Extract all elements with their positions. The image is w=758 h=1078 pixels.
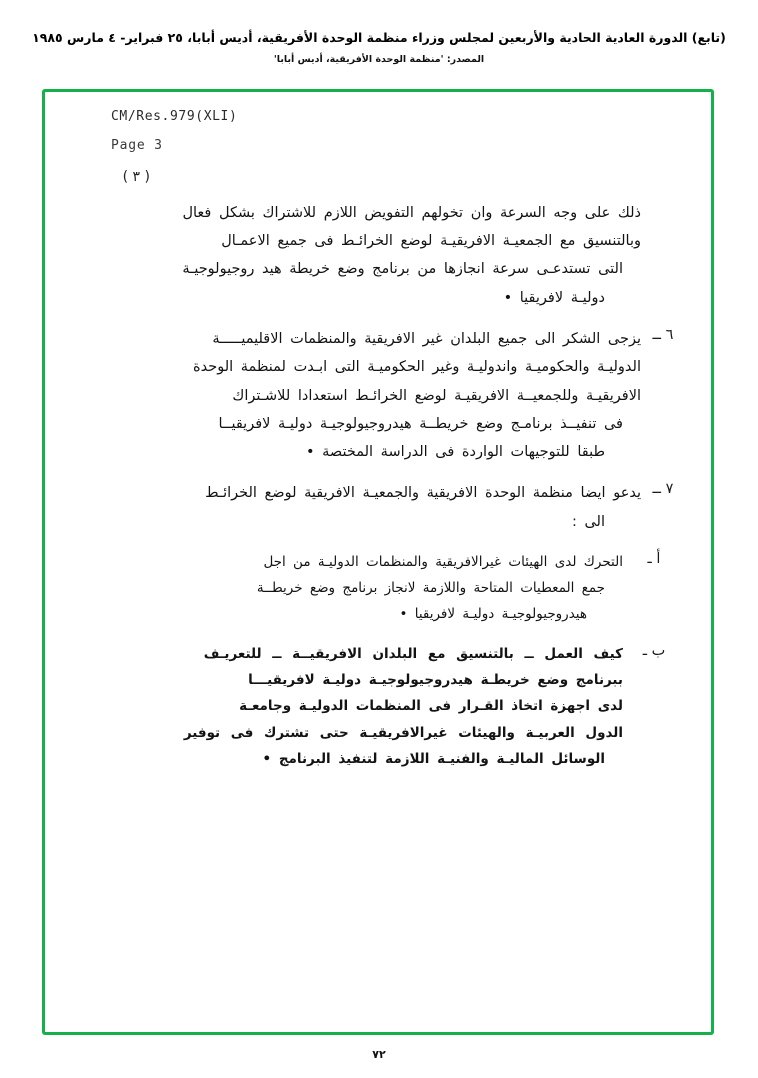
text-line: الدوليـة والحكوميـة واندوليـة وغير الحكوميـة التى ابـدت لمنظمة الوحدة — [193, 359, 641, 376]
paragraph-lines — [71, 641, 623, 773]
paragraph-lines — [71, 199, 641, 312]
source-note: المصدر: 'منظمة الوحدة الأفريقية، أديس أبابا' — [273, 53, 485, 65]
text-line: ببرنامج وضع خريطـة هيدروجيولوجيـة دوليـة لافريقيـــا — [248, 672, 623, 689]
text-line: الافريقيـة وللجمعيــة الافريقيـة لوضع الخرائـط استعدادا للاشـتراك — [232, 387, 641, 404]
paragraph-marker: ب ـ — [642, 642, 666, 659]
text-line: لدى اجهزة اتخاذ القـرار فى المنظمات الدوليـة وجامعـة — [239, 698, 623, 715]
document-frame — [42, 89, 714, 1035]
document-page — [45, 92, 711, 1032]
text-line: ذلك على وجه السرعة وان تخولهم التفويض اللازم للاشتراك بشكل فعال — [182, 204, 641, 221]
text-line: دوليـة لافريقيا • — [503, 289, 605, 306]
document-code: CM/Res.979(XLI) — [111, 109, 238, 124]
text-line: كيف العمل ــ بالتنسيق مع البلدان الافريقيــة ــ للتعريـف — [203, 645, 623, 662]
conference-heading: (تابع) الدورة العادية الحادية والأربعين لمجلس وزراء منظمة الوحدة الأفريقية، أديس أبابا، ٢٥ فبراير- ٤ مارس ١٩٨٥ — [32, 30, 726, 45]
paragraph-marker — [641, 199, 685, 201]
text-line: التى تستدعـى سرعة انجازها من برنامج وضع خريطة هيد روجيولوجيـة — [182, 261, 623, 278]
paragraph-marker: ٦ ــ — [652, 327, 674, 343]
paragraph-lines — [71, 325, 641, 466]
text-line: يدعو ايضا منظمة الوحدة الافريقية والجمعيـة الافريقية لوضع الخرائـط — [205, 485, 641, 502]
paragraph — [71, 549, 685, 628]
paragraph-marker: ٧ ــ — [652, 481, 674, 498]
text-line: الى : — [571, 513, 605, 530]
text-line: طبقا للتوجيهات الواردة فى الدراسة المختصة • — [305, 444, 605, 461]
text-line: جمع المعطيات المتاحة واللازمة لانجاز برنامج وضع خريطــة — [256, 580, 605, 597]
document-body — [71, 199, 685, 772]
paragraph — [71, 325, 685, 466]
paragraph — [71, 199, 685, 312]
document-page-label: Page 3 — [111, 137, 163, 153]
text-line: التحرك لدى الهيئات غيرالافريقية والمنظمات الدوليـة من اجل — [263, 553, 623, 570]
paragraph-lines — [71, 479, 641, 536]
section-number: ( ٣ ) — [122, 168, 150, 185]
page-folio: ٧٢ — [372, 1048, 386, 1061]
paragraph — [71, 641, 685, 773]
paragraph-marker: أ ـ — [647, 550, 661, 567]
page-header — [0, 30, 758, 65]
text-line: يزجى الشكر الى جميع البلدان غير الافريقية والمنظمات الاقليميـــــة — [212, 331, 641, 347]
text-line: الوسائل الماليـة والفنيـة اللازمة لتنفيذ البرنامج • — [262, 751, 605, 768]
text-line: وبالتنسيق مع الجمعيـة الافريقيـة لوضع الخرائـط فى جميع الاعمـال — [221, 233, 641, 250]
paragraph-lines — [71, 549, 623, 628]
text-line: فى تنفيــذ برنامـج وضع خريطــة هيدروجيولوجيـة دوليـة لافريقيــا — [218, 415, 623, 432]
text-line: الدول العربيـة والهيئات غيرالافريقيـة حتى تشترك فى توفير — [183, 724, 623, 741]
text-line: هيدروجيولوجيـة دوليـة لافريقيا • — [399, 606, 587, 623]
paragraph — [71, 479, 685, 536]
